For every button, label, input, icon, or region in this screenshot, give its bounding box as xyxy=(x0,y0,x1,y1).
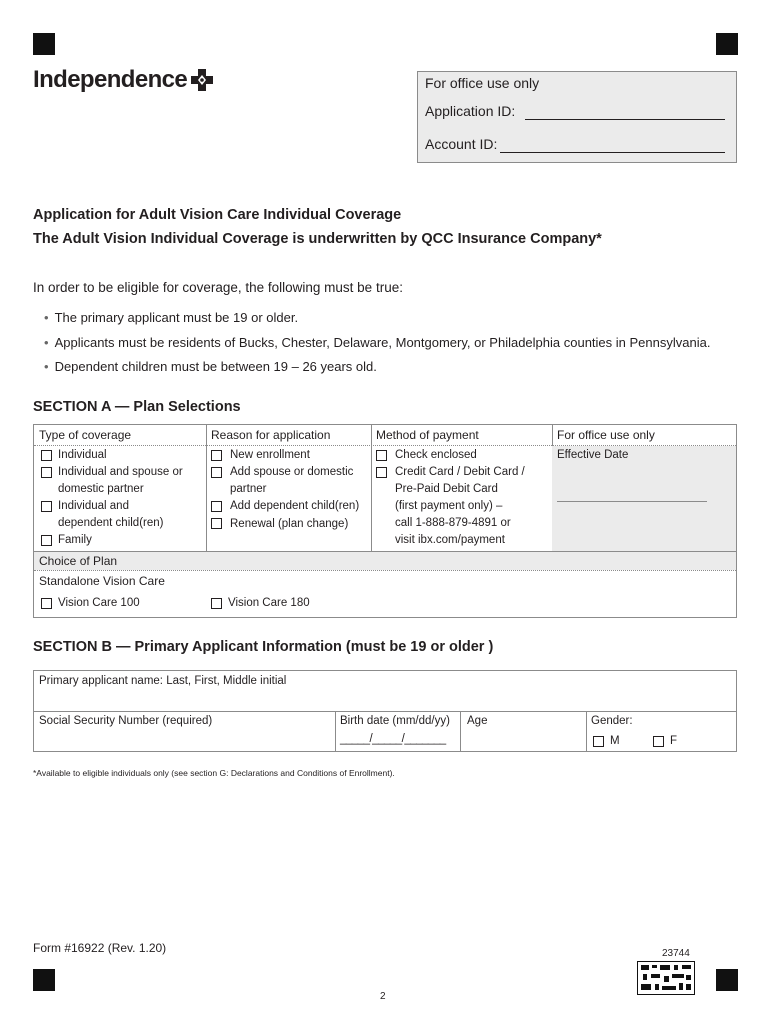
individual-spouse-checkbox[interactable] xyxy=(41,467,52,478)
header-type-of-coverage: Type of coverage xyxy=(39,428,132,442)
individual-dependent-label: Individual and xyxy=(58,500,129,512)
vision-care-100-checkbox[interactable] xyxy=(41,598,52,609)
column-divider xyxy=(206,425,207,552)
family-label: Family xyxy=(58,534,92,546)
family-checkbox[interactable] xyxy=(41,535,52,546)
form-code: 23744 xyxy=(662,948,690,959)
bullet-text: Applicants must be residents of Bucks, Chester, Delaware, Montgomery, or Philadelphia counties in Pennsylvania. xyxy=(54,335,711,350)
registration-mark-top-left xyxy=(33,33,55,55)
registration-mark-top-right xyxy=(716,33,738,55)
registration-mark-bottom-right xyxy=(716,969,738,991)
primary-name-field[interactable] xyxy=(34,691,736,711)
check-enclosed-label: Check enclosed xyxy=(395,449,477,461)
individual-dependent-checkbox[interactable] xyxy=(41,501,52,512)
birth-date-label: Birth date (mm/dd/yy) xyxy=(340,715,450,727)
choice-of-plan-label: Choice of Plan xyxy=(39,554,118,568)
header-reason-for-application: Reason for application xyxy=(211,428,331,442)
account-id-field[interactable] xyxy=(500,152,725,153)
gender-label: Gender: xyxy=(591,715,633,727)
vision-care-180-checkbox[interactable] xyxy=(211,598,222,609)
gender-male-label: M xyxy=(610,735,620,747)
eligibility-intro: In order to be eligible for coverage, the following must be true: xyxy=(33,280,403,295)
eligibility-bullet: • Applicants must be residents of Bucks, Chester, Delaware, Montgomery, or Philadelphia counties in Pennsylvania. xyxy=(44,335,711,350)
ssn-label: Social Security Number (required) xyxy=(39,715,213,727)
card-payment-label-cont: (first payment only) – xyxy=(395,500,503,512)
form-subtitle: The Adult Vision Individual Coverage is underwritten by QCC Insurance Company* xyxy=(33,231,602,247)
applicant-info-table xyxy=(33,670,737,752)
barcode-icon xyxy=(637,961,695,995)
new-enrollment-checkbox[interactable] xyxy=(211,450,222,461)
individual-label: Individual xyxy=(58,449,107,461)
vision-care-100-label: Vision Care 100 xyxy=(58,597,140,609)
office-use-title: For office use only xyxy=(425,75,540,91)
form-title: Application for Adult Vision Care Individual Coverage xyxy=(33,207,402,223)
header-method-of-payment: Method of payment xyxy=(376,428,479,442)
header-office-use: For office use only xyxy=(557,428,655,442)
bullet-text: The primary applicant must be 19 or older. xyxy=(54,310,299,325)
individual-spouse-label-cont: domestic partner xyxy=(58,483,144,495)
check-enclosed-checkbox[interactable] xyxy=(376,450,387,461)
application-id-label: Application ID: xyxy=(425,103,516,119)
office-use-box xyxy=(417,71,737,163)
card-payment-url: visit ibx.com/payment xyxy=(395,534,505,546)
column-divider xyxy=(371,425,372,552)
application-id-field[interactable] xyxy=(525,119,725,120)
individual-checkbox[interactable] xyxy=(41,450,52,461)
effective-date-label: Effective Date xyxy=(557,449,629,461)
renewal-checkbox[interactable] xyxy=(211,518,222,529)
age-label: Age xyxy=(467,715,488,727)
row-divider xyxy=(34,711,736,712)
ssn-field[interactable] xyxy=(34,729,334,749)
column-divider xyxy=(335,711,336,751)
column-divider xyxy=(586,711,587,751)
effective-date-field[interactable] xyxy=(557,501,707,502)
new-enrollment-label: New enrollment xyxy=(230,449,310,461)
add-spouse-label-cont: partner xyxy=(230,483,267,495)
add-dependent-checkbox[interactable] xyxy=(211,501,222,512)
add-spouse-checkbox[interactable] xyxy=(211,467,222,478)
add-spouse-label: Add spouse or domestic xyxy=(230,466,354,478)
cross-shield-logo-icon xyxy=(190,68,214,92)
bullet-text: Dependent children must be between 19 – 26 years old. xyxy=(54,359,377,374)
form-number: Form #16922 (Rev. 1.20) xyxy=(33,941,167,955)
registration-mark-bottom-left xyxy=(33,969,55,991)
renewal-label: Renewal (plan change) xyxy=(230,518,349,530)
card-payment-phone: call 1-888-879-4891 or xyxy=(395,517,511,529)
individual-dependent-label-cont: dependent child(ren) xyxy=(58,517,164,529)
gender-male-checkbox[interactable] xyxy=(593,736,604,747)
row-divider xyxy=(34,570,736,571)
choice-of-plan-bar xyxy=(34,552,736,570)
add-dependent-label: Add dependent child(ren) xyxy=(230,500,360,512)
eligibility-bullet: • Dependent children must be between 19 – 26 years old. xyxy=(44,359,377,374)
section-a-heading: SECTION A — Plan Selections xyxy=(33,399,241,415)
gender-female-label: F xyxy=(670,735,678,747)
vision-care-180-label: Vision Care 180 xyxy=(228,597,310,609)
card-payment-label: Credit Card / Debit Card / xyxy=(395,466,525,478)
page-number: 2 xyxy=(380,991,386,1002)
standalone-vision-label: Standalone Vision Care xyxy=(39,574,165,588)
company-logo: Independence xyxy=(33,66,188,93)
section-b-heading: SECTION B — Primary Applicant Information (must be 19 or older ) xyxy=(33,639,494,655)
card-payment-checkbox[interactable] xyxy=(376,467,387,478)
age-field[interactable] xyxy=(461,729,585,749)
eligibility-bullet: • The primary applicant must be 19 or older. xyxy=(44,310,299,325)
account-id-label: Account ID: xyxy=(425,136,498,152)
card-payment-label-cont: Pre-Paid Debit Card xyxy=(395,483,498,495)
primary-name-label: Primary applicant name: Last, First, Middle initial xyxy=(39,675,287,687)
individual-spouse-label: Individual and spouse or xyxy=(58,466,183,478)
plan-selections-table xyxy=(33,424,737,618)
footnote: *Available to eligible individuals only (see section G: Declarations and Conditions of Enrollment). xyxy=(33,768,395,778)
birth-date-field[interactable]: _____/_____/_______ xyxy=(340,733,446,745)
gender-female-checkbox[interactable] xyxy=(653,736,664,747)
